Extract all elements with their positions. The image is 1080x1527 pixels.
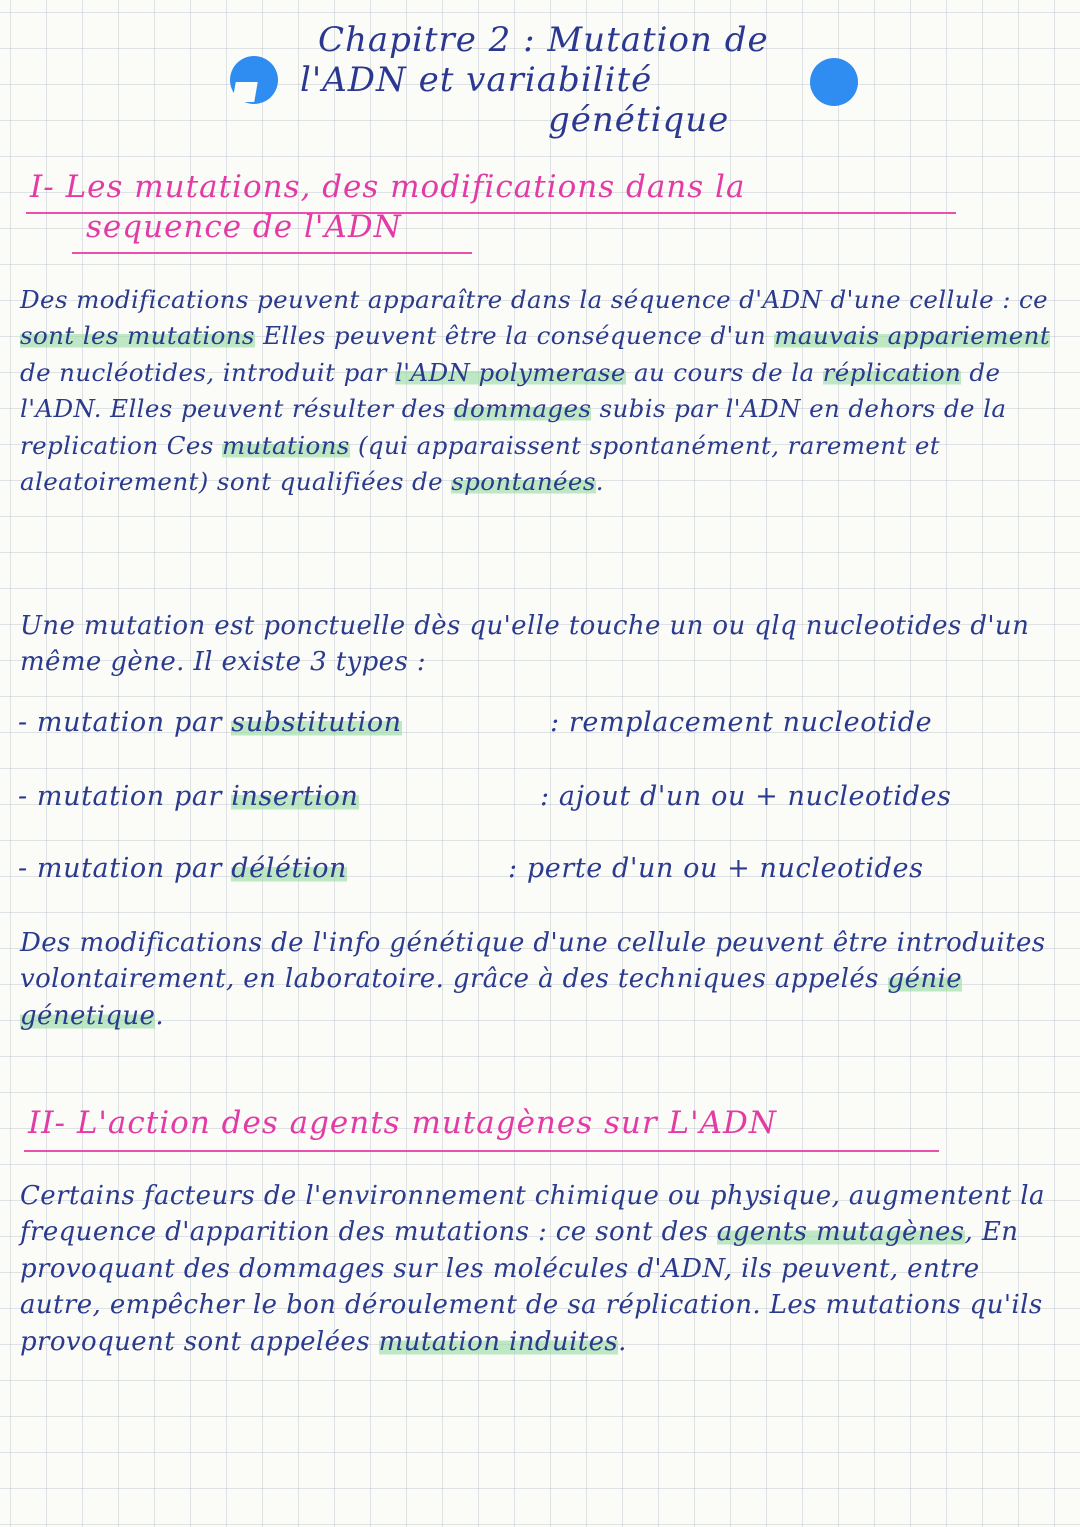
- chapter-title-line-2: l'ADN et variabilité: [300, 60, 653, 100]
- chapter-title-line-3: génétique: [548, 100, 730, 140]
- highlight-insertion: insertion: [231, 781, 359, 812]
- section-1-heading-line-1: Les mutations, des modifications dans la: [65, 169, 746, 205]
- highlight-substitution: substitution: [231, 707, 402, 738]
- highlight-adn-polymerase: l'ADN polymerase: [395, 357, 626, 387]
- highlight-mutation-induites: mutation induites: [378, 1326, 619, 1357]
- text-run: Des modifications peuvent apparaître dans la séquence d'ADN d'une cellule : ce: [20, 285, 1049, 314]
- section-1-paragraph-2: Une mutation est ponctuelle dès qu'elle touche un ou qlq nucleotides d'un même gène. Il existe 3 types :: [20, 611, 1030, 678]
- highlight-mauvais-appariement: mauvais appariement: [774, 321, 1051, 351]
- text-run: Certains facteurs de l'environnement chimique ou physique, augmentent la frequence d'apparition des mutations : ce sont des: [20, 1181, 1045, 1248]
- list-prefix: - mutation par: [18, 853, 232, 884]
- definition-insertion: : ajout d'un ou + nucleotides: [540, 781, 952, 812]
- section-1-heading-line-2: sequence de l'ADN: [86, 209, 402, 245]
- section-2-underline: [24, 1150, 939, 1152]
- chapter-title-line-1: Chapitre 2 : Mutation de: [318, 20, 769, 60]
- text-run: au cours de la: [625, 357, 823, 387]
- section-1-number: I-: [30, 169, 55, 205]
- text-run: .: [155, 1000, 164, 1031]
- text-run: , En provoquant des dommages sur les molécules d'ADN, ils peuvent, entre autre, empêcher le bon déroulement de sa réplication. Les mutations qu'ils provoquent sont appelées: [20, 1217, 1043, 1357]
- definition-substitution: : remplacement nucleotide: [550, 707, 933, 738]
- section-2-paragraph-1: [20, 1178, 1065, 1360]
- text-run: Des modifications de l'info génétique d'une cellule peuvent être introduites volontairement, en laboratoire. grâce à des techniques appelés: [20, 928, 1046, 995]
- section-1-underline-2: [72, 252, 472, 254]
- text-run: subis par l'ADN en dehors de la replication Ces: [20, 394, 1007, 460]
- highlight-mutations: sont les mutations: [20, 321, 255, 351]
- highlight-dommages: dommages: [453, 394, 592, 424]
- section-1-paragraph-1: [20, 282, 1065, 500]
- highlight-deletion: délétion: [231, 853, 348, 884]
- section-2-heading: [28, 1105, 778, 1141]
- text-run: (qui apparaissent spontanément, rarement et aleatoirement) sont qualifiées de: [20, 430, 941, 497]
- text-run: .: [595, 467, 604, 497]
- mutation-type-insertion: [18, 781, 952, 812]
- binder-hole-right: [810, 58, 858, 106]
- text-run: de l'ADN. Elles peuvent résulter des: [20, 357, 1001, 424]
- highlight-genie-genetique: génie génetique: [20, 964, 963, 1031]
- mutation-type-deletion: [18, 853, 924, 884]
- highlight-agents-mutagenes: agents mutagènes: [716, 1217, 965, 1248]
- list-prefix: - mutation par: [18, 707, 232, 738]
- text-run: Elles peuvent être la conséquence d'un: [254, 321, 775, 351]
- binder-hole-left: [230, 56, 278, 104]
- section-1-paragraph-3: [20, 925, 1065, 1034]
- text-run: .: [618, 1326, 627, 1357]
- highlight-spontanees: spontanées: [451, 467, 596, 497]
- section-2-heading-text: L'action des agents mutagènes sur L'ADN: [76, 1105, 778, 1141]
- section-2-number: II-: [28, 1105, 66, 1141]
- text-run: de nucléotides, introduit par: [20, 357, 395, 387]
- section-1-heading: [30, 169, 746, 205]
- definition-deletion: : perte d'un ou + nucleotides: [508, 853, 924, 884]
- highlight-replication: réplication: [822, 357, 962, 387]
- mutation-type-substitution: [18, 707, 933, 738]
- list-prefix: - mutation par: [18, 781, 232, 812]
- highlight-mutations-2: mutations: [221, 430, 350, 460]
